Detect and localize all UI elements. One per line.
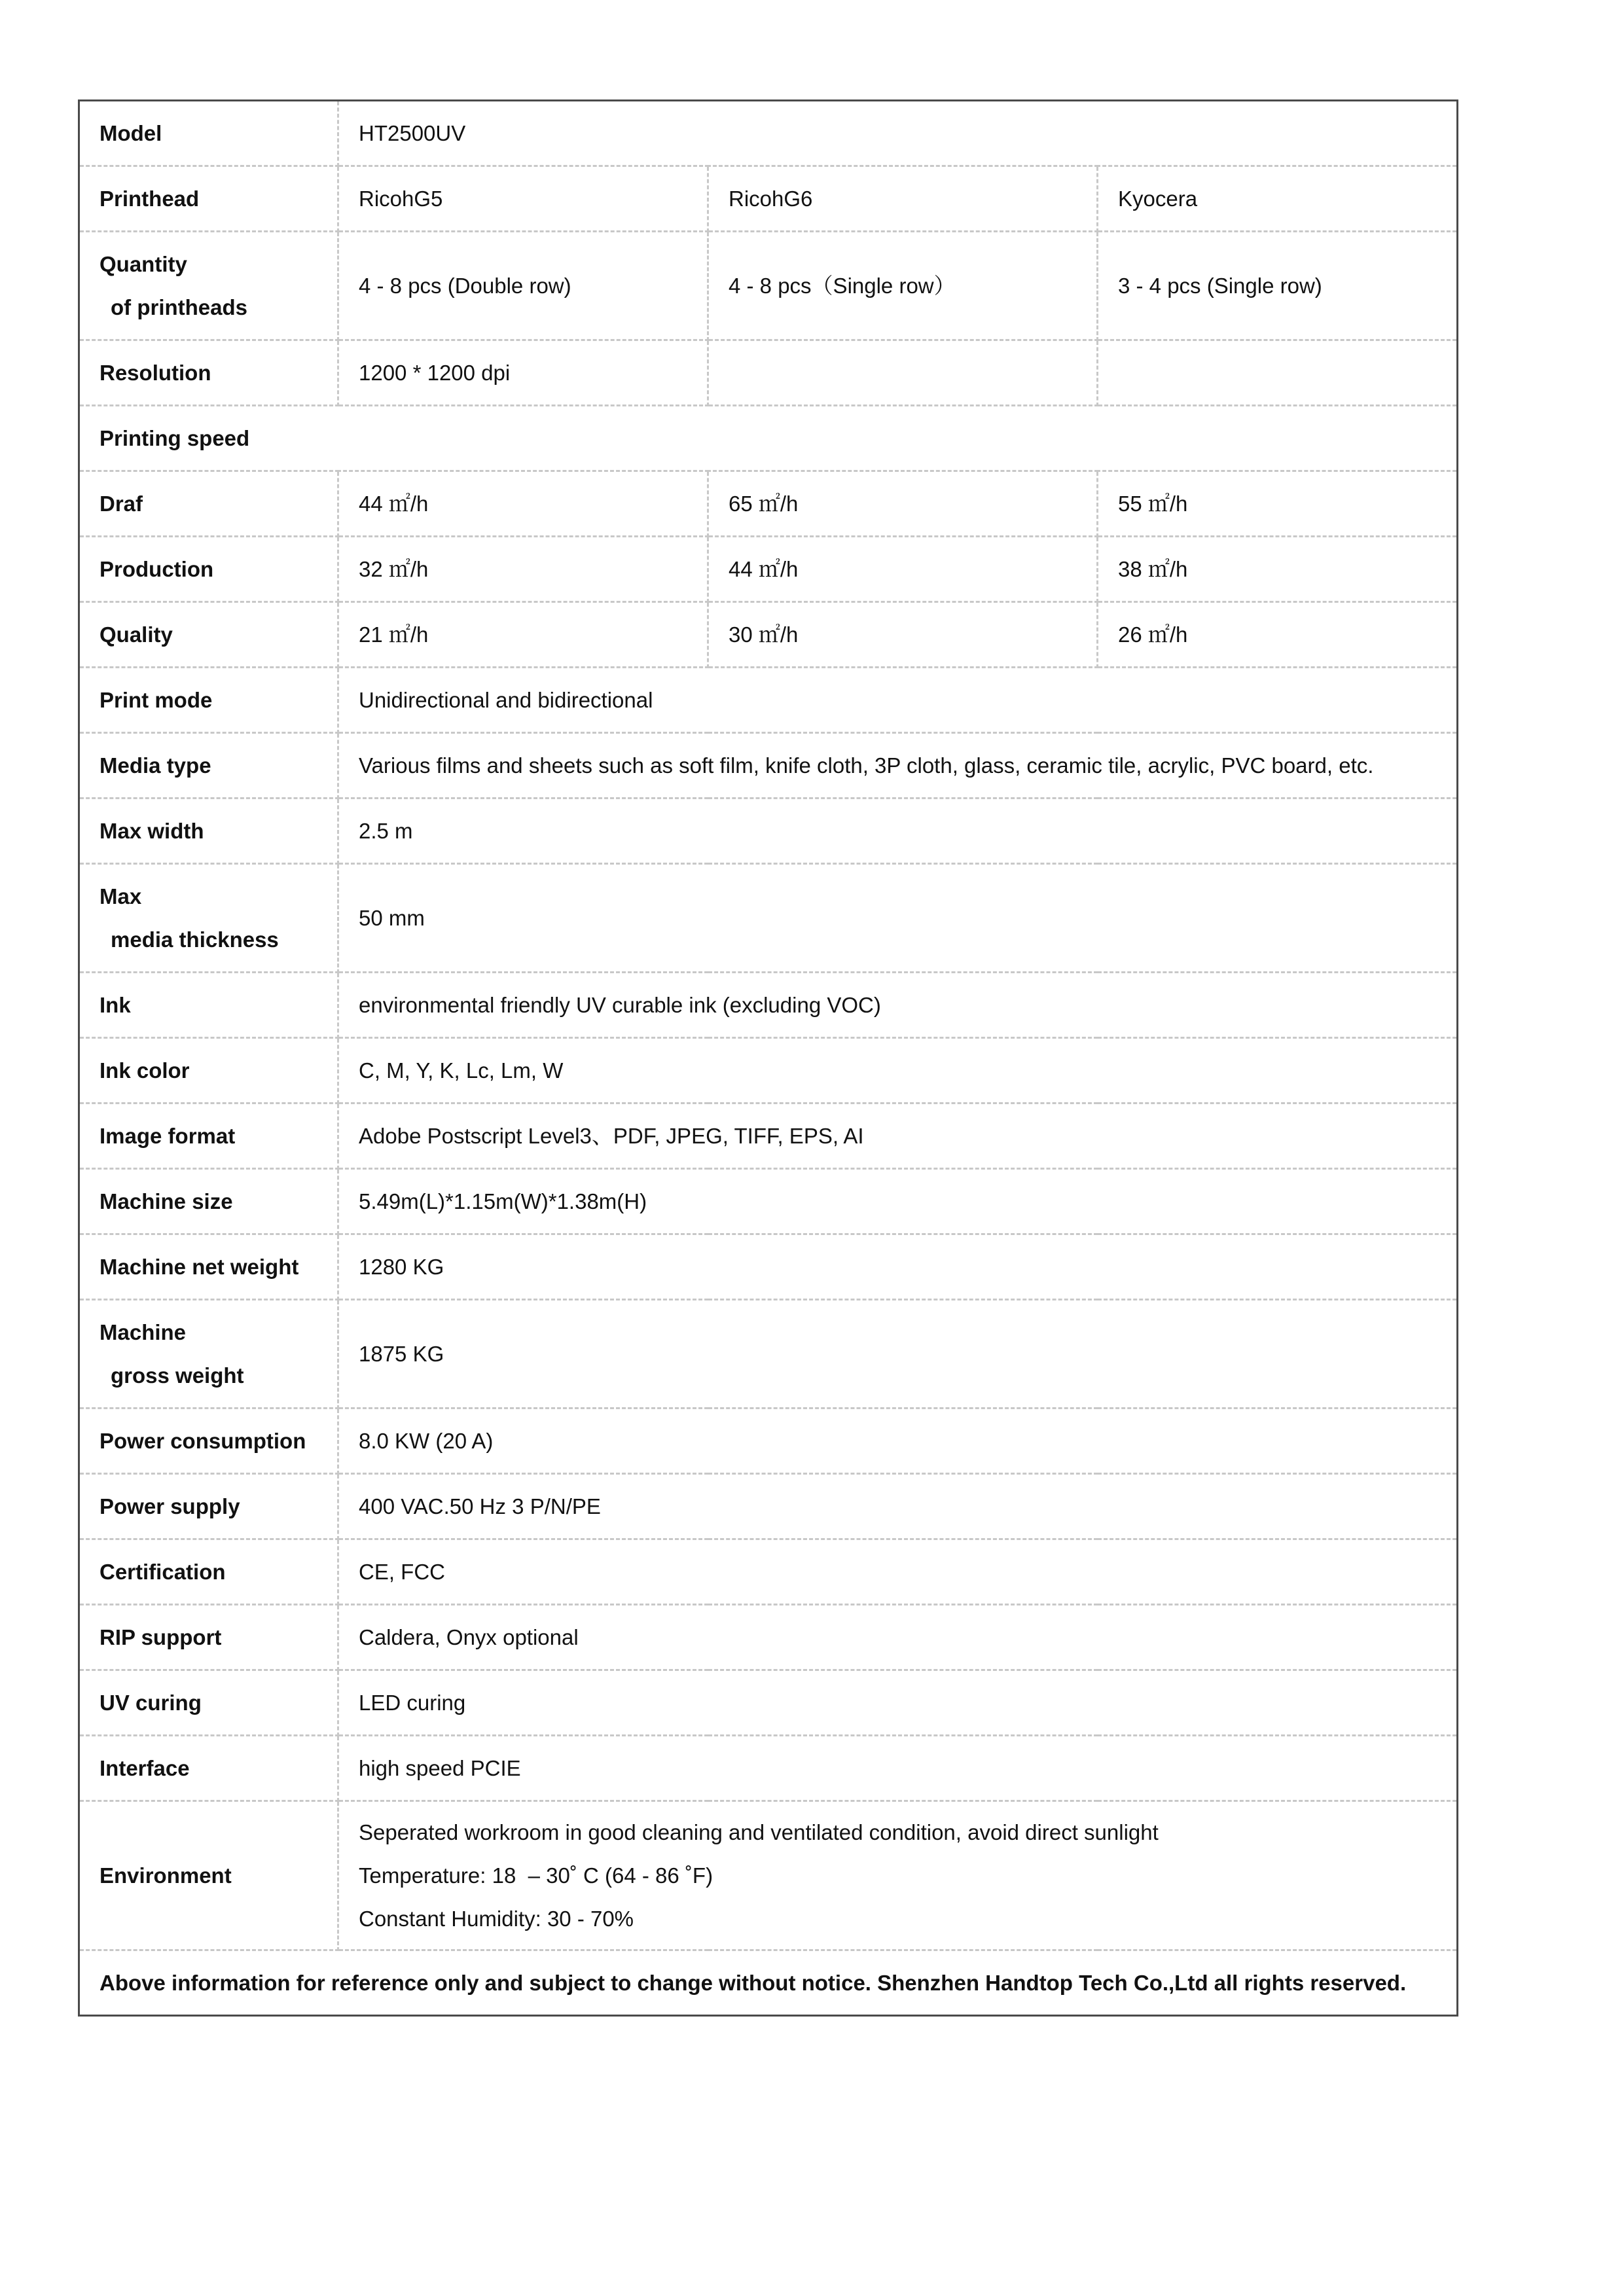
- label-interface: Interface: [79, 1736, 338, 1801]
- value-print-mode: Unidirectional and bidirectional: [338, 668, 1458, 733]
- value-speed: 65 ㎡/h: [708, 471, 1098, 537]
- label-model: Model: [79, 101, 338, 166]
- row-printing-speed: [79, 406, 1458, 471]
- label-machine-size: Machine size: [79, 1169, 338, 1234]
- row-speed-draf: [79, 471, 1458, 537]
- label-speed: Draf: [79, 471, 338, 537]
- label-quantity-line1: Quantity: [99, 251, 187, 276]
- label-net-weight: Machine net weight: [79, 1234, 338, 1300]
- row-footer-note: [79, 1950, 1458, 2016]
- row-power-supply: [79, 1474, 1458, 1539]
- value-resolution: 1200 * 1200 dpi: [338, 340, 708, 406]
- label-speed: Production: [79, 537, 338, 602]
- row-ink-color: [79, 1038, 1458, 1103]
- row-power-consumption: [79, 1408, 1458, 1474]
- value-printhead-ricoh-g5: RicohG5: [338, 166, 708, 232]
- row-ink: [79, 973, 1458, 1038]
- label-uv-curing: UV curing: [79, 1670, 338, 1736]
- row-speed-production: [79, 537, 1458, 602]
- value-printhead-ricoh-g6: RicohG6: [708, 166, 1098, 232]
- label-power-supply: Power supply: [79, 1474, 338, 1539]
- label-ink: Ink: [79, 973, 338, 1038]
- value-quantity-kyocera: 3 - 4 pcs (Single row): [1098, 232, 1458, 340]
- row-environment: [79, 1801, 1458, 1950]
- value-power-supply: 400 VAC.50 Hz 3 P/N/PE: [338, 1474, 1458, 1539]
- empty-cell: [708, 340, 1098, 406]
- value-speed: 26 ㎡/h: [1098, 602, 1458, 668]
- spec-table: [78, 99, 1458, 2017]
- value-speed: 38 ㎡/h: [1098, 537, 1458, 602]
- row-interface: [79, 1736, 1458, 1801]
- value-quantity-ricoh-g5: 4 - 8 pcs (Double row): [338, 232, 708, 340]
- value-speed: 32 ㎡/h: [338, 537, 708, 602]
- label-ink-color: Ink color: [79, 1038, 338, 1103]
- label-quantity: [79, 232, 338, 340]
- row-model: [79, 101, 1458, 166]
- row-uv-curing: [79, 1670, 1458, 1736]
- value-quantity-ricoh-g6: 4 - 8 pcs（Single row）: [708, 232, 1098, 340]
- environment-line: Seperated workroom in good cleaning and ventilated condition, avoid direct sunlight: [359, 1820, 1159, 1844]
- label-environment: Environment: [79, 1801, 338, 1950]
- value-uv-curing: LED curing: [338, 1670, 1458, 1736]
- value-interface: high speed PCIE: [338, 1736, 1458, 1801]
- value-max-thickness: 50 mm: [338, 864, 1458, 973]
- value-speed: 21 ㎡/h: [338, 602, 708, 668]
- value-speed: 55 ㎡/h: [1098, 471, 1458, 537]
- row-net-weight: [79, 1234, 1458, 1300]
- value-net-weight: 1280 KG: [338, 1234, 1458, 1300]
- row-max-width: [79, 798, 1458, 864]
- label-image-format: Image format: [79, 1103, 338, 1169]
- environment-line: Constant Humidity: 30 - 70%: [359, 1906, 634, 1931]
- label-printing-speed: Printing speed: [79, 406, 1458, 471]
- row-media-type: [79, 733, 1458, 798]
- row-certification: [79, 1539, 1458, 1605]
- value-environment: [338, 1801, 1458, 1950]
- label-max-width: Max width: [79, 798, 338, 864]
- value-speed: 44 ㎡/h: [338, 471, 708, 537]
- label-max-thickness-line2: media thickness: [111, 927, 279, 952]
- value-machine-size: 5.49m(L)*1.15m(W)*1.38m(H): [338, 1169, 1458, 1234]
- environment-line: Temperature: 18 – 30˚ C (64 - 86 ˚F): [359, 1863, 713, 1888]
- row-resolution: [79, 340, 1458, 406]
- label-rip-support: RIP support: [79, 1605, 338, 1670]
- value-ink-color: C, M, Y, K, Lc, Lm, W: [338, 1038, 1458, 1103]
- label-print-mode: Print mode: [79, 668, 338, 733]
- row-speed-quality: [79, 602, 1458, 668]
- value-printhead-kyocera: Kyocera: [1098, 166, 1458, 232]
- empty-cell: [1098, 340, 1458, 406]
- value-image-format: Adobe Postscript Level3、PDF, JPEG, TIFF, EPS, AI: [338, 1103, 1458, 1169]
- label-certification: Certification: [79, 1539, 338, 1605]
- value-ink: environmental friendly UV curable ink (excluding VOC): [338, 973, 1458, 1038]
- row-max-thickness: [79, 864, 1458, 973]
- label-gross-weight-line1: Machine: [99, 1319, 187, 1344]
- value-media-type: Various films and sheets such as soft film, knife cloth, 3P cloth, glass, ceramic tile, acrylic, PVC board, etc.: [338, 733, 1458, 798]
- label-quantity-line2: of printheads: [111, 295, 248, 319]
- value-rip-support: Caldera, Onyx optional: [338, 1605, 1458, 1670]
- label-speed: Quality: [79, 602, 338, 668]
- value-gross-weight: 1875 KG: [338, 1300, 1458, 1408]
- label-gross-weight: [79, 1300, 338, 1408]
- value-speed: 44 ㎡/h: [708, 537, 1098, 602]
- row-image-format: [79, 1103, 1458, 1169]
- row-quantity: [79, 232, 1458, 340]
- row-gross-weight: [79, 1300, 1458, 1408]
- row-machine-size: [79, 1169, 1458, 1234]
- label-power-consumption: Power consumption: [79, 1408, 338, 1474]
- label-media-type: Media type: [79, 733, 338, 798]
- value-model: HT2500UV: [338, 101, 1458, 166]
- label-max-thickness-line1: Max: [99, 884, 142, 908]
- value-power-consumption: 8.0 KW (20 A): [338, 1408, 1458, 1474]
- label-printhead: Printhead: [79, 166, 338, 232]
- footer-note: Above information for reference only and subject to change without notice. Shenzhen Handtop Tech Co.,Ltd all rights reserved.: [99, 1971, 1407, 1995]
- label-resolution: Resolution: [79, 340, 338, 406]
- row-printhead: [79, 166, 1458, 232]
- label-gross-weight-line2: gross weight: [111, 1363, 244, 1388]
- value-certification: CE, FCC: [338, 1539, 1458, 1605]
- label-max-thickness: [79, 864, 338, 973]
- value-max-width: 2.5 m: [338, 798, 1458, 864]
- row-rip-support: [79, 1605, 1458, 1670]
- row-print-mode: [79, 668, 1458, 733]
- value-speed: 30 ㎡/h: [708, 602, 1098, 668]
